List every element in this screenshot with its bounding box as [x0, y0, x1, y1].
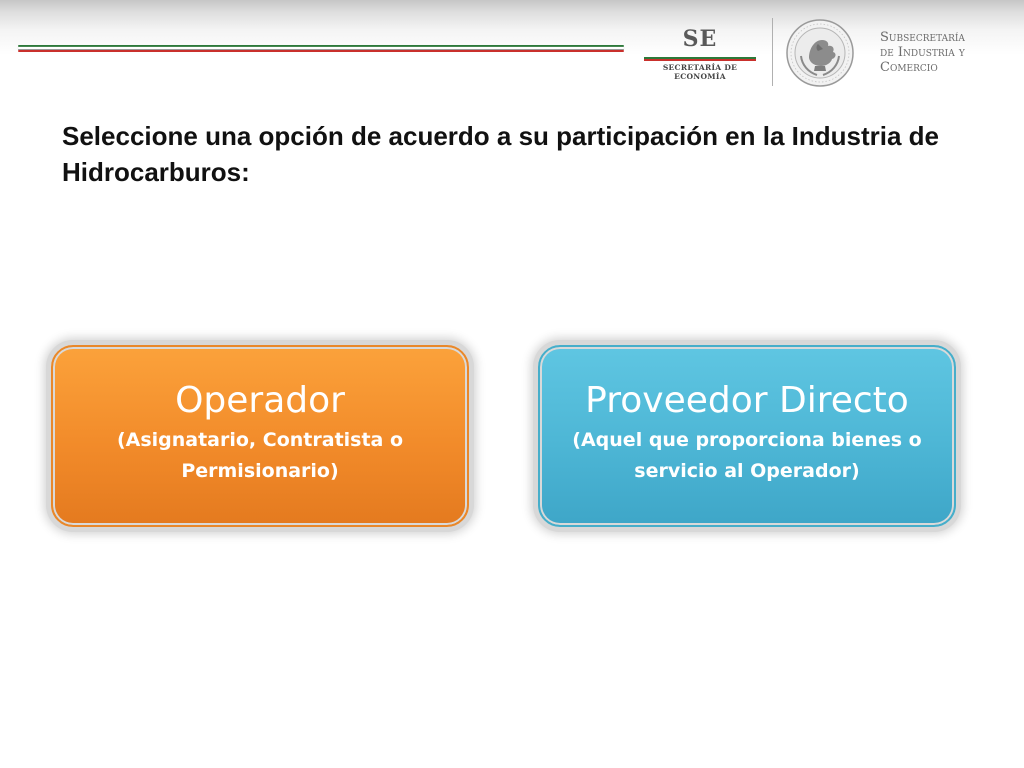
subsecretaria-title: [880, 30, 1020, 75]
proveedor-directo-option-button[interactable]: [538, 345, 956, 527]
subsecretaria-line-3: Comercio: [880, 60, 938, 75]
header-divider: [772, 18, 773, 86]
se-abbreviation: SE: [682, 26, 718, 52]
stripe-red: [18, 50, 624, 52]
se-color-rule: [644, 57, 756, 61]
option-description: (Asignatario, Contratista o Permisionario): [116, 429, 404, 482]
subsecretaria-line-1: Subsecretaría: [880, 30, 965, 45]
se-logo: [640, 26, 760, 81]
se-name: SECRETARÍA DE ECONOMÍA: [662, 63, 738, 81]
option-title: Operador: [175, 380, 345, 421]
instruction-heading: Seleccione una opción de acuerdo a su participación en la Industria de Hidrocarburos:: [62, 121, 940, 187]
national-seal-icon: [785, 18, 855, 88]
operador-option-button[interactable]: [51, 345, 469, 527]
header: [0, 0, 1024, 100]
option-title: Proveedor Directo: [585, 380, 909, 421]
option-description: (Aquel que proporciona bienes o servicio al Operador): [572, 429, 922, 482]
flag-stripes: [18, 45, 624, 55]
subsecretaria-line-2: de Industria y: [880, 45, 965, 60]
